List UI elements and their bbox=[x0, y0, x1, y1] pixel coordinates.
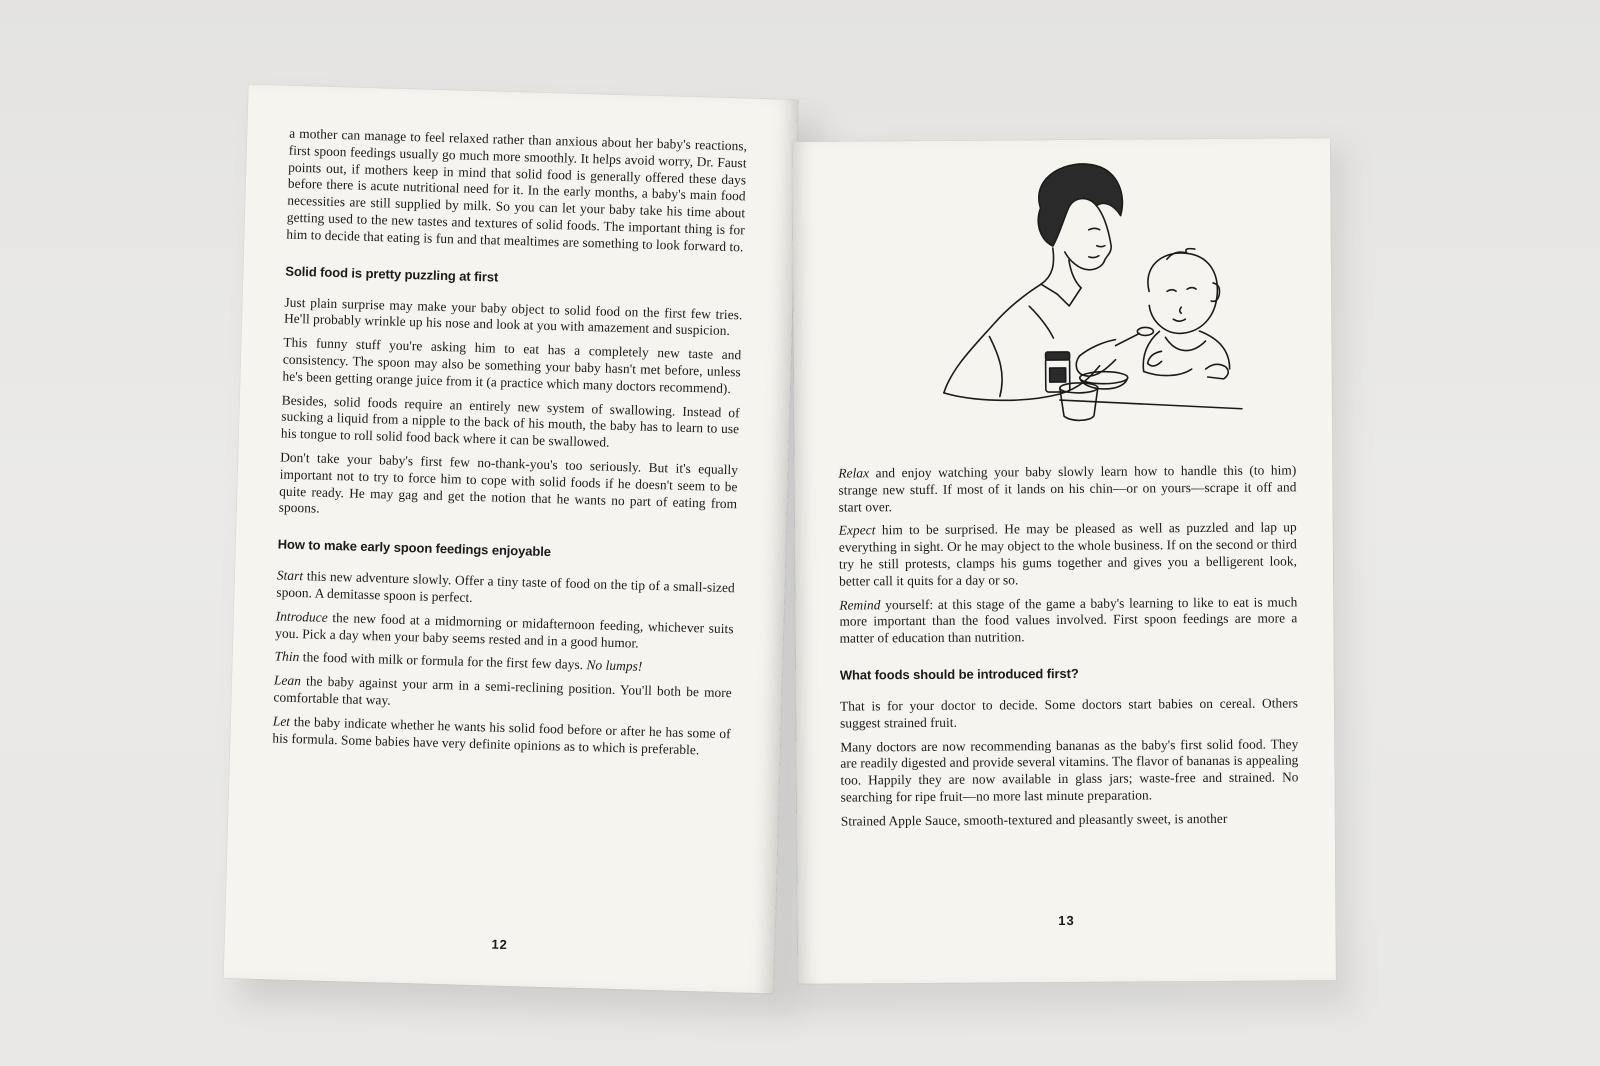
paragraph bbox=[839, 520, 1297, 590]
lead-word: Introduce bbox=[275, 608, 328, 625]
lead-word: Remind bbox=[839, 596, 881, 613]
paragraph-text: him to be surprised. He may be pleased as well as puzzled and lap up everything in sight. Or he may object to the whole business. If on the second or third try he still protests, clamps his gums together and gives you a belligerent look, better call it quits for a day or so. bbox=[838, 519, 1298, 589]
left-page bbox=[224, 84, 799, 993]
lead-word: Expect bbox=[838, 522, 876, 538]
lead-word: Start bbox=[276, 567, 304, 584]
intro-paragraph: a mother can manage to feel relaxed rather than anxious about her baby's reactions, first spoon feedings usually go much more smoothly. It helps avoid worry, Dr. Faust points out, if mothers keep in mind that solid food is generally offered these days before there is acute nutritional need for it. In the early months, a baby's main food necessities are still supplied by milk. So you can let your baby take his time about getting used to the new tastes and textures of solid foods. The important thing is for him to decide that eating is fun and that mealtimes are something to look forward to. bbox=[286, 125, 748, 255]
paragraph-text: the baby against your arm in a semi-reclining position. You'll both be more comfortable that way. bbox=[273, 673, 732, 708]
lead-word: Thin bbox=[274, 648, 300, 665]
section-heading: How to make early spoon feedings enjoyable bbox=[277, 536, 552, 560]
paragraph-text: the baby indicate whether he wants his solid food before or after he has some of his formula. Some babies have very definite opinions as to which is preferable. bbox=[272, 713, 731, 757]
paragraph-text: the food with milk or formula for the first few days. bbox=[299, 649, 587, 673]
page-number: 12 bbox=[491, 936, 509, 953]
paragraph bbox=[272, 713, 731, 759]
lead-word: Let bbox=[272, 713, 291, 729]
paragraph bbox=[273, 673, 732, 719]
lead-word: Relax bbox=[838, 465, 870, 481]
paragraph: Strained Apple Sauce, smooth-textured and pleasantly sweet, is another bbox=[840, 810, 1228, 829]
paragraph-text: this new adventure slowly. Offer a tiny taste of food on the tip of a small-sized spoon. A demitasse spoon is perfect. bbox=[276, 568, 735, 605]
paragraph: Just plain surprise may make your baby object to solid food on the first few tries. He'll probably wrinkle up his nose and look at you with amazement and suspicion. bbox=[283, 294, 743, 339]
paragraph: Many doctors are now recommending bananas as the baby's first solid food. They are readily digested and provide several vitamins. The flavor of bananas is appealing too. Happily they are now available in glass jars; waste-free and strained. No searching for ripe fruit—no more last minute preparation. bbox=[840, 735, 1299, 805]
paragraph: This funny stuff you're asking him to eat has a completely new taste and consistency. The spoon may also be something your baby hasn't met before, unless he's been getting orange juice from it (a practice which many doctors recommend). bbox=[282, 334, 742, 396]
mother-feeding-baby-illustration bbox=[928, 155, 1250, 427]
page-number: 13 bbox=[1058, 912, 1075, 929]
paragraph bbox=[275, 608, 734, 654]
right-page bbox=[792, 138, 1336, 984]
paragraph: Besides, solid foods require an entirely new system of swallowing. Instead of sucking a liquid from a nipple to the back of his mouth, the baby has to learn to use his tongue to roll solid food back where it can be swallowed. bbox=[280, 392, 740, 450]
paragraph bbox=[839, 594, 1297, 648]
paragraph-text: the new food at a midmorning or midafternoon feeding, whichever suits you. Pick a day when your baby seems rested and in a good humor. bbox=[275, 609, 734, 651]
section-heading: Solid food is pretty puzzling at first bbox=[285, 263, 499, 285]
lead-word: Lean bbox=[273, 672, 302, 689]
paragraph: Don't take your baby's first few no-thank-you's too seriously. But it's equally important not to try to force him to cope with solid foods if he doesn't seem to be quite ready. He may gag and get the notion that he wants no part of eating from spoons. bbox=[278, 449, 739, 516]
paragraph bbox=[276, 568, 735, 614]
emphasis-text: No lumps! bbox=[586, 657, 643, 675]
section-heading: What foods should be introduced first? bbox=[839, 665, 1079, 683]
paragraph-text: and enjoy watching your baby slowly learn how to handle this (to him) strange new stuff. If most of it lands on his chin—or on yours—scrape it off and start over. bbox=[838, 462, 1297, 515]
paragraph-text: yourself: at this stage of the game a baby's learning to like to eat is much more important than the food values involved. First spoon feedings are more a matter of education than nutrition. bbox=[839, 593, 1298, 646]
paragraph: That is for your doctor to decide. Some doctors start babies on cereal. Others suggest strained fruit. bbox=[839, 695, 1299, 731]
paragraph bbox=[838, 462, 1296, 516]
